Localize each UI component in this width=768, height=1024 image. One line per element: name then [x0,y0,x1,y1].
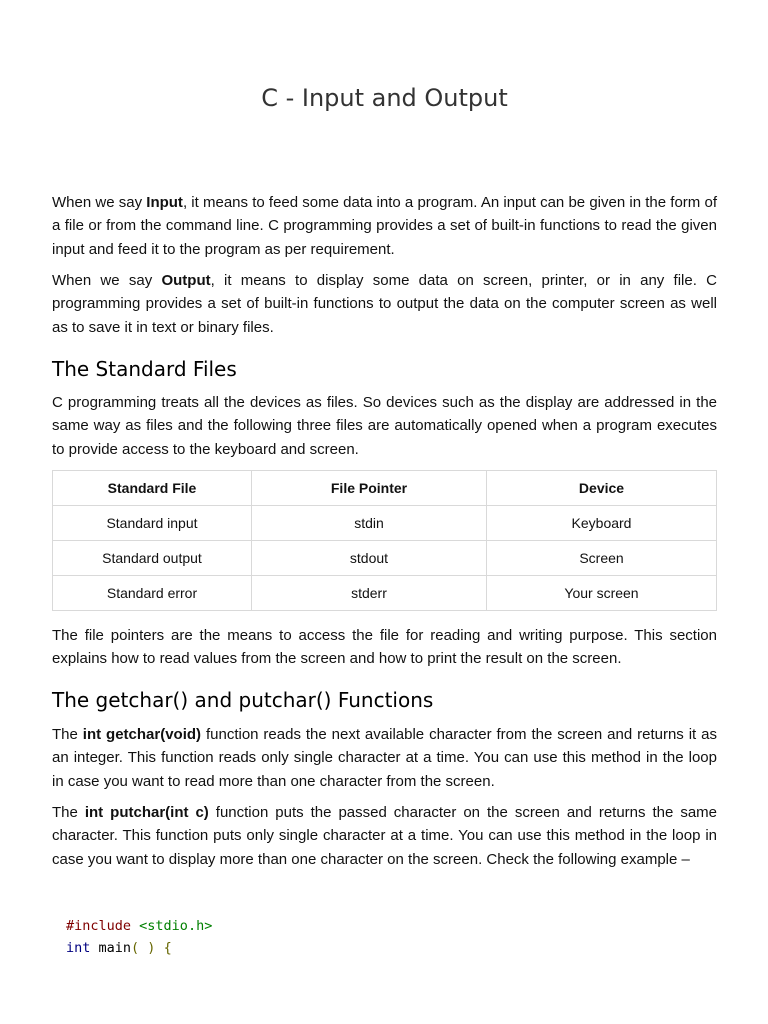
getchar-paragraph [52,723,717,793]
column-header: Device [487,471,717,506]
standard-files-paragraph: C programming treats all the devices as files. So devices such as the display are addressed in the same way as files and the following three files are automatically opened when a program executes to provide access to the keyboard and screen. [52,394,717,458]
code-function-name: main [90,940,132,956]
text: When we say [52,272,162,289]
code-parens: ( ) [131,940,156,956]
code-header: <stdio.h> [139,918,213,934]
text: When we say [52,194,147,211]
table-cell: Keyboard [487,506,717,541]
intro-output-paragraph [52,269,717,339]
text: , it means to display some data on screen, printer, or in any file. C programming provides a set of built-in functions to output the data on the computer screen as well as to save it in text or binary files. [52,272,717,336]
table-cell: Standard input [53,506,252,541]
code-type: int [66,940,91,956]
table-cell: Screen [487,541,717,576]
table-row [53,506,717,541]
table-cell: Standard output [53,541,252,576]
file-pointers-paragraph: The file pointers are the means to access the file for reading and writing purpose. This section explains how to read values from the screen and how to print the result on the screen. [52,627,717,668]
putchar-paragraph [52,801,717,871]
standard-files-table [52,470,717,611]
code-example [66,915,212,959]
table-cell: stdout [252,541,487,576]
output-term: Output [161,272,211,289]
putchar-signature: int putchar(int c) [84,804,209,821]
table-cell: Your screen [487,576,717,611]
code-directive: #include [66,918,132,934]
column-header: Standard File [53,471,252,506]
input-term: Input [146,194,183,211]
table-row [53,576,717,611]
table-row [53,541,717,576]
text: The [52,804,85,821]
text: function reads the next available character from the screen and returns it as an integer. This function reads only single character at a time. You can use this method in the loop in case you want to read more than one character from the screen. [52,726,717,790]
table-cell: Standard error [53,576,252,611]
getchar-signature: int getchar(void) [82,726,202,743]
intro-input-paragraph [52,191,717,261]
section-heading-getchar-putchar: The getchar() and putchar() Functions [52,688,434,712]
text: function puts the passed character on the screen and returns the same character. This function puts only single character at a time. You can use this method in the loop in case you want to display more than one character on the screen. Check the following example – [52,804,718,868]
table-cell: stderr [252,576,487,611]
section-heading-standard-files: The Standard Files [52,357,237,381]
code-brace: { [163,940,172,956]
table-cell: stdin [252,506,487,541]
table-header-row [53,471,717,506]
column-header: File Pointer [252,471,487,506]
text: , it means to feed some data into a program. An input can be given in the form of a file or from the command line. C programming provides a set of built-in functions to read the given input and feed it to the program as per requirement. [52,194,717,258]
page-title: C - Input and Output [261,84,508,112]
text: The [52,726,83,743]
